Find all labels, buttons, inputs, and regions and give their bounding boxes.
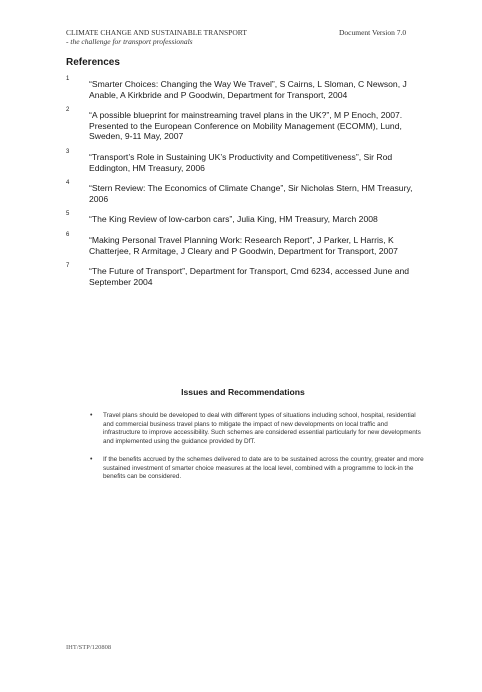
bullet-icon: • <box>90 412 93 419</box>
reference-number: 4 <box>66 180 70 187</box>
references-heading: References <box>66 57 120 68</box>
reference-number: 3 <box>66 148 70 155</box>
reference-text: “Transport’s Role in Sustaining UK’s Productivity and Competitiveness”, Sir Rod Eddington, HM Treasury, 2006 <box>89 151 393 173</box>
reference-text: “The Future of Transport”, Department for Transport, Cmd 6234, accessed June and September 2004 <box>89 266 410 287</box>
reference-item <box>66 231 426 256</box>
reference-item <box>66 107 426 142</box>
recommendation-item <box>90 412 425 447</box>
document-header <box>66 28 247 46</box>
document-footer-code: IHT/STP/120808 <box>66 644 112 651</box>
bullet-icon: • <box>90 455 93 463</box>
reference-item <box>66 148 426 173</box>
issues-heading: Issues and Recommendations <box>181 387 305 397</box>
reference-item <box>66 263 426 287</box>
reference-text: “Stern Review: The Economics of Climate Change”, Sir Nicholas Stern, HM Treasury, 2006 <box>89 183 413 204</box>
recommendations-list <box>90 412 425 482</box>
reference-item <box>66 180 426 204</box>
reference-number: 5 <box>66 211 70 218</box>
reference-text: “Making Personal Travel Planning Work: Research Report”, J Parker, L Harris, K Chatterjee, R Armitage, J Cleary and P Goodwin, Department for Transport, 2007 <box>89 234 398 256</box>
reference-text: “The King Review of low-carbon cars”, Julia King, HM Treasury, March 2008 <box>89 214 378 225</box>
recommendation-item <box>90 456 425 482</box>
recommendation-text: If the benefits accrued by the schemes delivered to date are to be sustained across the country, greater and more sustained investment of smarter choice measures at the local level, combined with a programme to lock-in the benefits can be considered. <box>103 455 424 481</box>
header-title: CLIMATE CHANGE AND SUSTAINABLE TRANSPORT <box>66 28 247 37</box>
reference-item <box>66 211 426 225</box>
reference-number: 7 <box>66 263 70 270</box>
reference-number: 6 <box>66 231 70 238</box>
recommendation-text: Travel plans should be developed to deal with different types of situations including school, hospital, residential and commercial business travel plans to mitigate the impact of new developments on local traffic and infrastructure to improve accessibility. Such schemes are considered essential particularly for new developments and implemented using the guidance provided by DfT. <box>103 412 421 446</box>
reference-item <box>66 76 426 100</box>
reference-number: 1 <box>66 76 70 82</box>
document-version: Document Version 7.0 <box>339 28 407 37</box>
reference-number: 2 <box>66 107 70 114</box>
reference-text: “Smarter Choices: Changing the Way We Travel”, S Cairns, L Sloman, C Newson, J Anable, A Kirkbride and P Goodwin, Department for Transport, 2004 <box>89 79 407 100</box>
reference-text: “A possible blueprint for mainstreaming travel plans in the UK?”, M P Enoch, 2007. Presented to the European Conference on Mobility Management (ECOMM), Lund, Sweden, 9-11 May, 2007 <box>89 110 403 142</box>
references-list <box>66 76 426 287</box>
header-subtitle: - the challenge for transport professionals <box>66 37 193 46</box>
